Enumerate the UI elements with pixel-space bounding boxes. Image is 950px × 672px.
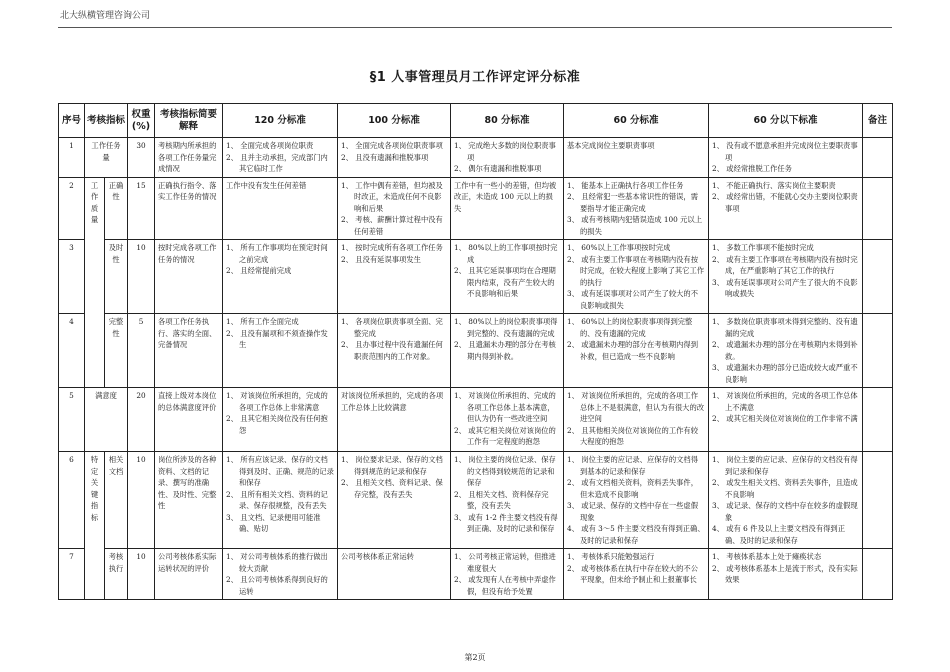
standard-60 xyxy=(564,388,709,452)
criterion-item: 2、 且相关文档、资料保存完整，没有丢失 xyxy=(454,489,549,510)
col-header-below-60: 60 分以下标准 xyxy=(709,104,863,138)
criterion-list xyxy=(567,551,705,586)
standard-below-60 xyxy=(709,240,863,314)
criterion-item: 2、 或发现有人在考核中弄虚作假，但没有给予处置 xyxy=(454,575,556,596)
criterion-item: 2、 或其它相关岗位对该岗位的工作有一定程度的抱怨 xyxy=(454,425,556,446)
row-number: 4 xyxy=(59,314,85,388)
header-divider xyxy=(58,27,892,28)
criterion-item: 1、 按时完成所有各项工作任务 xyxy=(341,243,443,252)
table-row xyxy=(59,314,893,388)
standard-below-60 xyxy=(709,452,863,549)
criterion-item: 1、 60%以上工作事项按时完成 xyxy=(567,243,671,252)
standard-120 xyxy=(223,314,338,388)
criterion-item: 3、 或记录、保存的文档中存在较多的虚假现象 xyxy=(712,501,858,522)
indicator-description: 正确执行指令、落实工作任务的情况 xyxy=(155,177,223,240)
criterion-list xyxy=(712,180,859,215)
row-number: 5 xyxy=(59,388,85,452)
criterion-item: 1、 不能正确执行、落实岗位主要职责 xyxy=(712,180,836,190)
criterion-item: 2、 或遗漏未办理的部分在考核期内未得到补救。 xyxy=(712,340,858,361)
criterion-text: 对该岗位所承担的，完成的各项工作总体上比较满意 xyxy=(341,391,444,412)
standard-120 xyxy=(223,388,338,452)
criterion-list xyxy=(454,140,560,175)
criterion-item: 2、 且经常提前完成 xyxy=(226,266,292,275)
criterion-item: 2、 且办事过程中没有遗漏任何职责范围内的工作对象。 xyxy=(341,340,443,361)
indicator-description: 考核期内所承担的各项工作任务量完成情况 xyxy=(155,138,223,178)
criterion-list xyxy=(226,140,334,175)
standard-80 xyxy=(451,314,564,388)
criterion-list xyxy=(341,180,447,238)
criterion-list xyxy=(567,454,705,546)
row-number: 6 xyxy=(59,452,85,549)
criterion-item: 1、 岗位主要的岗位记录、保存的文档得到较规范的记录和保存 xyxy=(454,455,556,487)
standard-60 xyxy=(564,240,709,314)
criterion-text: 公司考核体系正常运转 xyxy=(341,552,414,561)
standard-100 xyxy=(338,549,451,600)
criterion-item: 2、 且没有漏项和不须查操作发生 xyxy=(226,328,328,349)
criterion-list xyxy=(454,242,560,300)
table-row xyxy=(59,549,893,600)
criterion-item: 1、 所有工作全面完成 xyxy=(226,317,299,326)
indicator-name: 及时性 xyxy=(105,240,128,314)
criterion-item: 2、 且其他相关岗位对该岗位的工作有较大程度的抱怨 xyxy=(567,425,699,446)
criterion-item: 3、 或有延误事项对公司产生了较大的不良影响或损失 xyxy=(567,289,699,310)
criterion-item: 2、 或其它相关岗位对该岗位的工作非常不满 xyxy=(712,414,858,423)
standard-60 xyxy=(564,177,709,240)
criterion-list xyxy=(341,316,447,362)
col-header-80: 80 分标准 xyxy=(451,104,564,138)
criterion-item: 1、 考核体系基本上处于瘫痪状态 xyxy=(712,552,822,561)
criterion-item: 1、 岗位要求记录、保存的文档得到规范的记录和保存 xyxy=(341,455,443,476)
col-header-120: 120 分标准 xyxy=(223,104,338,138)
criterion-item: 1、 60%以上的岗位职责事项得到完整的、没有遗漏的完成 xyxy=(567,317,693,338)
criterion-item: 3、 且文档、记录便用可能准确、贴切 xyxy=(226,512,321,533)
standard-120 xyxy=(223,138,338,178)
criterion-item: 1、 所有应该记录、保存的文档得到及时、正确、规范的记录和保存 xyxy=(226,455,334,487)
criterion-text: 工作中有一些小的差错，但均被改正，未造成 100 元以上的损失 xyxy=(454,180,557,213)
standard-80 xyxy=(451,452,564,549)
criterion-item: 2、 考核、薪酬计算过程中没有任何差错 xyxy=(341,215,443,236)
criterion-item: 3、 或遗漏未办理的部分已造成较大或严重不良影响 xyxy=(712,363,858,384)
indicator-name: 满意度 xyxy=(85,388,128,452)
standard-below-60 xyxy=(709,388,863,452)
standard-60 xyxy=(564,549,709,600)
remarks-cell xyxy=(863,452,893,549)
indicator-description: 岗位所涉及的各种资料、文档的记录、撰写的准确性、及时性、完整性 xyxy=(155,452,223,549)
page-number: 第2页 xyxy=(464,653,486,662)
criterion-item: 2、 或经常出错，不能就心交办主要岗位职责事项 xyxy=(712,192,858,213)
indicator-description: 公司考核体系实际运转状况的评价 xyxy=(155,549,223,600)
criterion-list xyxy=(712,390,859,425)
criterion-item: 2、 或遗漏未办理的部分在考核期内得到补救，但已造成一些不良影响 xyxy=(567,340,699,361)
criterion-item: 2、 且没有延误事项发生 xyxy=(341,254,421,264)
standard-120 xyxy=(223,240,338,314)
standard-below-60 xyxy=(709,177,863,240)
criterion-list xyxy=(226,242,334,277)
remarks-cell xyxy=(863,549,893,600)
standard-below-60 xyxy=(709,314,863,388)
criterion-item: 1、 没有或不愿意承担并完成岗位主要职责事项 xyxy=(712,141,858,162)
table-row xyxy=(59,240,893,314)
indicator-group: 特定关键指标 xyxy=(85,452,105,600)
standard-120 xyxy=(223,549,338,600)
standard-80 xyxy=(451,138,564,178)
col-header-60: 60 分标准 xyxy=(564,104,709,138)
criterion-item: 2、 且经常犯一些基本常识性的错误，需要指导才能正确完成 xyxy=(567,192,699,213)
remarks-cell xyxy=(863,388,893,452)
criterion-item: 2、 偶尔有遗漏和推脱事项 xyxy=(454,164,542,173)
criterion-item: 2、 且并主动承担，完成部门内其它临时工作 xyxy=(226,152,328,173)
standard-80 xyxy=(451,177,564,240)
row-number: 1 xyxy=(59,138,85,178)
col-header-description: 考核指标简要解释 xyxy=(155,104,223,138)
criterion-item: 2、 或有主要工作事项在考核期内没有按时完成，在较大程度上影响了其它工作的执行 xyxy=(567,254,705,287)
standard-100 xyxy=(338,240,451,314)
criterion-list xyxy=(712,140,859,175)
criterion-list xyxy=(226,551,334,597)
criterion-item: 1、 多数工作事项不能按时完成 xyxy=(712,243,814,252)
standard-60 xyxy=(564,452,709,549)
remarks-cell xyxy=(863,177,893,240)
criterion-item: 1、 岗位主要的应记录、应保存的文档得到基本的记录和保存 xyxy=(567,455,699,476)
criterion-item: 3、 或记录、保存的文档中存在一些虚假现象 xyxy=(567,501,699,522)
criterion-item: 1、 全面完成各项岗位职责 xyxy=(226,141,314,150)
criterion-item: 2、 或经常推脱工作任务 xyxy=(712,164,792,173)
criterion-item: 1、 对该岗位所承担的、完成的各项工作总体上基本满意，但认为仍有一些改进空间 xyxy=(454,391,556,423)
criterion-item: 1、 对该岗位所承担的，完成的各项工作总体上非常满意 xyxy=(226,391,328,412)
criterion-list xyxy=(567,242,705,311)
standard-100 xyxy=(338,138,451,178)
criterion-item: 3、 或有 1-2 件主要文档没有得到正确、及时的记录和保存 xyxy=(454,512,558,533)
standard-100 xyxy=(338,177,451,240)
criterion-item: 2、 且其它相关岗位没有任何抱怨 xyxy=(226,414,328,435)
criterion-item: 1、 完成绝大多数的岗位职责事项 xyxy=(454,141,556,162)
criterion-item: 2、 且公司考核体系得到良好的运转 xyxy=(226,575,328,596)
standard-80 xyxy=(451,549,564,600)
criterion-item: 1、 所有工作事项均在预定时间之前完成 xyxy=(226,243,328,264)
criterion-list xyxy=(567,390,705,448)
criterion-list xyxy=(341,242,447,265)
criterion-item: 1、 工作中偶有差错，但均被及时改正，未造成任何不良影响和后果 xyxy=(341,180,443,213)
criterion-list xyxy=(454,316,560,362)
criterion-list xyxy=(712,551,859,586)
standard-100 xyxy=(338,314,451,388)
indicator-name: 完整性 xyxy=(105,314,128,388)
indicator-name: 工作任务量 xyxy=(85,138,128,178)
table-header-row xyxy=(59,104,893,138)
criterion-item: 2、 且所有相关文档、资料的记录、保存很规整，没有丢失 xyxy=(226,489,328,510)
col-header-weight: 权重(%) xyxy=(128,104,155,138)
criterion-item: 1、 能基本上正确执行各项工作任务 xyxy=(567,180,684,190)
indicator-group: 工作质量 xyxy=(85,177,105,388)
evaluation-table xyxy=(58,103,893,600)
col-header-remarks: 备注 xyxy=(863,104,893,138)
criterion-item: 1、 岗位主要的应记录、应保存的文档没有得到记录和保存 xyxy=(712,455,858,476)
criterion-item: 4、 或有 6 件及以上主要文档没有得到正确、及时的记录和保存 xyxy=(712,524,846,545)
criterion-item: 2、 且遗漏未办理的部分在考核期内得到补救。 xyxy=(454,340,556,361)
weight-value: 5 xyxy=(128,314,155,388)
criterion-list xyxy=(226,454,334,535)
criterion-item: 3、 或有延误事项对公司产生了很大的不良影响或损失 xyxy=(712,277,858,298)
indicator-description: 按时完成各项工作任务的情况 xyxy=(155,240,223,314)
row-number: 7 xyxy=(59,549,85,600)
indicator-name: 正确性 xyxy=(105,177,128,240)
col-header-100: 100 分标准 xyxy=(338,104,451,138)
criterion-item: 2、 或有主要工作事项在考核期内没有按时完成，在严重影响了其它工作的执行 xyxy=(712,254,858,275)
criterion-list xyxy=(226,316,334,351)
criterion-text: 工作中没有发生任何差错 xyxy=(226,180,307,190)
indicator-description: 直接上级对本岗位的总体满意度评价 xyxy=(155,388,223,452)
col-header-indicator: 考核指标 xyxy=(85,104,128,138)
criterion-list xyxy=(712,454,859,546)
table-row xyxy=(59,138,893,178)
weight-value: 15 xyxy=(128,177,155,240)
standard-80 xyxy=(451,240,564,314)
criterion-item: 1、 对公司考核体系的推行做出较大贡献 xyxy=(226,552,328,573)
criterion-item: 2、 或有文档相关资料，资料丢失事件，但未造成不良影响 xyxy=(567,478,699,499)
criterion-list xyxy=(712,316,859,385)
criterion-item: 1、 各项岗位职责事项全面、完整完成 xyxy=(341,317,443,338)
criterion-list xyxy=(567,316,705,362)
criterion-list xyxy=(454,551,560,597)
row-number: 3 xyxy=(59,240,85,314)
standard-100 xyxy=(338,452,451,549)
criterion-item: 1、 80%以上的工作事项按时完成 xyxy=(454,243,558,264)
criterion-item: 1、 对该岗位所承担的，完成的各项工作总体上不满意 xyxy=(712,391,858,412)
criterion-list xyxy=(226,390,334,436)
criterion-item: 1、 考核体系只能勉强运行 xyxy=(567,552,655,561)
page-title: §1 人事管理员月工作评定评分标准 xyxy=(369,70,581,85)
criterion-list xyxy=(341,454,447,500)
weight-value: 10 xyxy=(128,240,155,314)
criterion-item: 2、 且其它延误事项均在合理期限内结束，没有产生较大的不良影响和后果 xyxy=(454,266,556,298)
col-header-no: 序号 xyxy=(59,104,85,138)
criterion-item: 1、 多数岗位职责事项未得到完整的、没有遗漏的完成 xyxy=(712,317,858,338)
indicator-name: 相关文档 xyxy=(105,452,128,549)
standard-120 xyxy=(223,177,338,240)
standard-100 xyxy=(338,388,451,452)
criterion-item: 2、 且相关文档、资料记录、保存完整，没有丢失 xyxy=(341,478,443,499)
criterion-item: 3、 或有考核期内犯错误造成 100 元以上的损失 xyxy=(567,215,702,236)
weight-value: 20 xyxy=(128,388,155,452)
standard-below-60 xyxy=(709,138,863,178)
criterion-item: 2、 或发生相关文档、资料丢失事件，且造成不良影响 xyxy=(712,478,858,499)
criterion-item: 2、 或考核体系在执行中存在较大的不公平现象，但未给予制止和上报董事长 xyxy=(567,563,699,584)
criterion-item: 1、 80%以上的岗位职责事项得到完整的、没有遗漏的完成 xyxy=(454,317,558,338)
criterion-list xyxy=(567,180,705,238)
company-header: 北大纵横管理咨询公司 xyxy=(60,11,151,21)
indicator-description: 各项工作任务执行、落实的全面、完备情况 xyxy=(155,314,223,388)
row-number: 2 xyxy=(59,177,85,240)
criterion-list xyxy=(712,242,859,300)
table-row xyxy=(59,177,893,240)
criterion-item: 1、 全面完成各项岗位职责事项 xyxy=(341,141,443,150)
standard-80 xyxy=(451,388,564,452)
table-row xyxy=(59,452,893,549)
criterion-item: 2、 且没有遗漏和推脱事项 xyxy=(341,152,429,162)
weight-value: 10 xyxy=(128,452,155,549)
criterion-list xyxy=(454,454,560,535)
criterion-item: 4、 或有 3～5 件主要文档没有得到正确、及时的记录和保存 xyxy=(567,524,705,545)
criterion-list xyxy=(454,390,560,448)
remarks-cell xyxy=(863,138,893,178)
criterion-item: 1、 公司考核正常运转，但推进难度很大 xyxy=(454,552,556,573)
indicator-name: 考核执行 xyxy=(105,549,128,600)
standard-60 xyxy=(564,314,709,388)
weight-value: 30 xyxy=(128,138,155,178)
standard-120 xyxy=(223,452,338,549)
criterion-item: 1、 对该岗位所承担的，完成的各项工作总体上不是很满意，但认为有很大的改进空间 xyxy=(567,391,705,423)
criterion-text: 基本完成岗位主要职责事项 xyxy=(567,141,655,150)
table-row xyxy=(59,388,893,452)
standard-60 xyxy=(564,138,709,178)
criterion-item: 2、 或考核体系基本上是流于形式，没有实际效果 xyxy=(712,563,858,584)
remarks-cell xyxy=(863,240,893,314)
standard-below-60 xyxy=(709,549,863,600)
remarks-cell xyxy=(863,314,893,388)
criterion-list xyxy=(341,140,447,163)
weight-value: 10 xyxy=(128,549,155,600)
